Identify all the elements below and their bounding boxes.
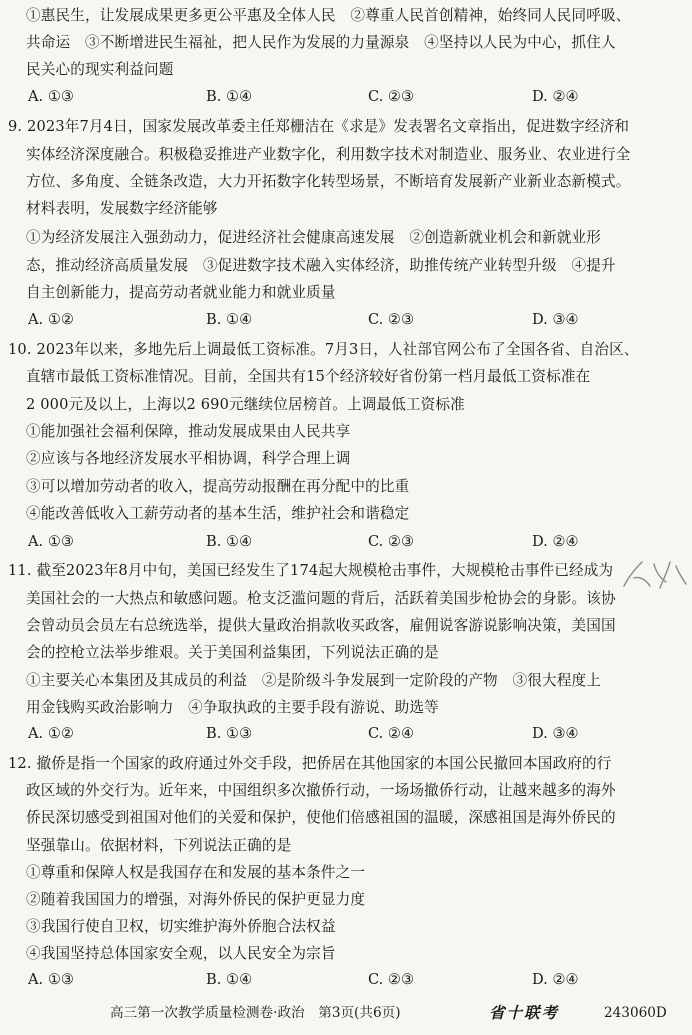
question-10-stem: 10. 2023年以来，多地先后上调最低工资标准。7月3日，人社部官网公布了全国各省、自治区、 (8, 341, 639, 358)
question-12-stem: 12. 撤侨是指一个国家的政府通过外交手段，把侨居在其他国家的本国公民撤回本国政府的行 (8, 755, 612, 772)
text-line: 实体经济深度融合。积极稳妥推进产业数字化，利用数字技术对制造业、服务业、农业进行全 (26, 146, 631, 163)
option-d: D. ②④ (532, 971, 579, 988)
text-line: ②随着我国国力的增强，对海外侨民的保护更显力度 (26, 891, 366, 908)
text-line: ①主要关心本集团及其成员的利益 ②是阶级斗争发展到一定阶段的产物 ③很大程度上 (26, 672, 602, 689)
option-a: A. ①③ (28, 971, 74, 988)
footer-brand: 省十联考 (489, 1003, 560, 1022)
text-line: 民关心的现实利益问题 (26, 61, 174, 78)
option-d: D. ②④ (532, 533, 579, 550)
text-line: 共命运 ③不断增进民生福祉，把人民作为发展的力量源泉 ④坚持以人民为中心，抓住人 (26, 34, 616, 51)
text-line: 美国社会的一大热点和敏感问题。枪支泛滥问题的背后，活跃着美国步枪协会的身影。该协 (26, 590, 616, 607)
question-11-stem: 11. 截至2023年8月中旬，美国已经发生了174起大规模枪击事件，大规模枪击事件已经成为 (8, 562, 614, 579)
text-line: 态，推动经济高质量发展 ③促进数字技术融入实体经济，助推传统产业转型升级 ④提升 (26, 257, 616, 274)
answer-options (28, 310, 668, 330)
question-9-stem: 9. 2023年7月4日，国家发展改革委主任郑栅洁在《求是》发表署名文章指出，促进数字经济和 (8, 118, 630, 135)
option-a: A. ①② (28, 311, 74, 328)
text-line: 方位、多角度、全链条改造，大力开拓数字化转型场景，不断培育发展新产业新业态新模式。 (26, 173, 631, 190)
text-line: ④我国坚持总体国家安全观，以人民安全为宗旨 (26, 945, 336, 962)
page-footer (0, 1001, 692, 1025)
answer-options (28, 970, 668, 990)
option-b: B. ①④ (206, 533, 253, 550)
text-line: ①尊重和保障人权是我国存在和发展的基本条件之一 (26, 864, 366, 881)
option-b: B. ①④ (206, 311, 253, 328)
text-line: 用金钱购买政治影响力 ④争取执政的主要手段有游说、助选等 (26, 699, 439, 716)
text-line: ①惠民生，让发展成果更多更公平惠及全体人民 ②尊重人民首创精神，始终同人民同呼吸、 (26, 7, 631, 24)
option-d: D. ②④ (532, 88, 579, 105)
text-line: 政区域的外交行为。近年来，中国组织多次撤侨行动，一场场撤侨行动，让越来越多的海外 (26, 782, 616, 799)
option-a: A. ①② (28, 725, 74, 742)
text-line: ①能加强社会福利保障，推动发展成果由人民共享 (26, 423, 351, 440)
text-line: ①为经济发展注入强劲动力，促进经济社会健康高速发展 ②创造新就业机会和新就业形 (26, 229, 602, 246)
option-d: D. ③④ (532, 725, 579, 742)
footer-code: 243060D (604, 1005, 667, 1021)
text-line: 坚强靠山。依据材料，下列说法正确的是 (26, 837, 292, 854)
text-line: 会的控枪立法举步维艰。关于美国利益集团，下列说法正确的是 (26, 644, 439, 661)
answer-options (28, 87, 668, 107)
text-line: ②应该与各地经济发展水平相协调，科学合理上调 (26, 450, 351, 467)
option-d: D. ③④ (532, 311, 579, 328)
text-line: 直辖市最低工资标准情况。目前，全国共有15个经济较好省份第一档月最低工资标准在 (26, 368, 591, 385)
option-b: B. ①④ (206, 971, 253, 988)
option-c: C. ②③ (368, 971, 415, 988)
answer-options (28, 532, 668, 552)
option-b: B. ①③ (206, 725, 253, 742)
text-line: 材料表明，发展数字经济能够 (26, 200, 218, 217)
option-c: C. ②③ (368, 533, 415, 550)
text-line: 2 000元及以上，上海以2 690元继续位居榜首。上调最低工资标准 (26, 396, 465, 413)
text-line: ③我国行使自卫权，切实维护海外侨胞合法权益 (26, 918, 336, 935)
text-line: ③可以增加劳动者的收入，提高劳动报酬在再分配中的比重 (26, 478, 410, 495)
option-b: B. ①④ (206, 88, 253, 105)
option-c: C. ②③ (368, 311, 415, 328)
option-c: C. ②③ (368, 88, 415, 105)
text-line: 自主创新能力，提高劳动者就业能力和就业质量 (26, 284, 336, 301)
footer-title: 高三第一次教学质量检测卷·政治 第3页(共6页) (110, 1005, 401, 1021)
text-line: 侨民深切感受到祖国对他们的关爱和保护，使他们倍感祖国的温暖，深感祖国是海外侨民的 (26, 809, 616, 826)
option-c: C. ②④ (368, 725, 415, 742)
handwriting-scribble-icon (620, 556, 690, 596)
option-a: A. ①③ (28, 88, 74, 105)
text-line: ④能改善低收入工薪劳动者的基本生活，维护社会和谐稳定 (26, 505, 410, 522)
option-a: A. ①③ (28, 533, 74, 550)
text-line: 会曾动员会员左右总统选举，提供大量政治捐款收买政客，雇佣说客游说影响决策，美国国 (26, 617, 616, 634)
answer-options (28, 724, 668, 744)
